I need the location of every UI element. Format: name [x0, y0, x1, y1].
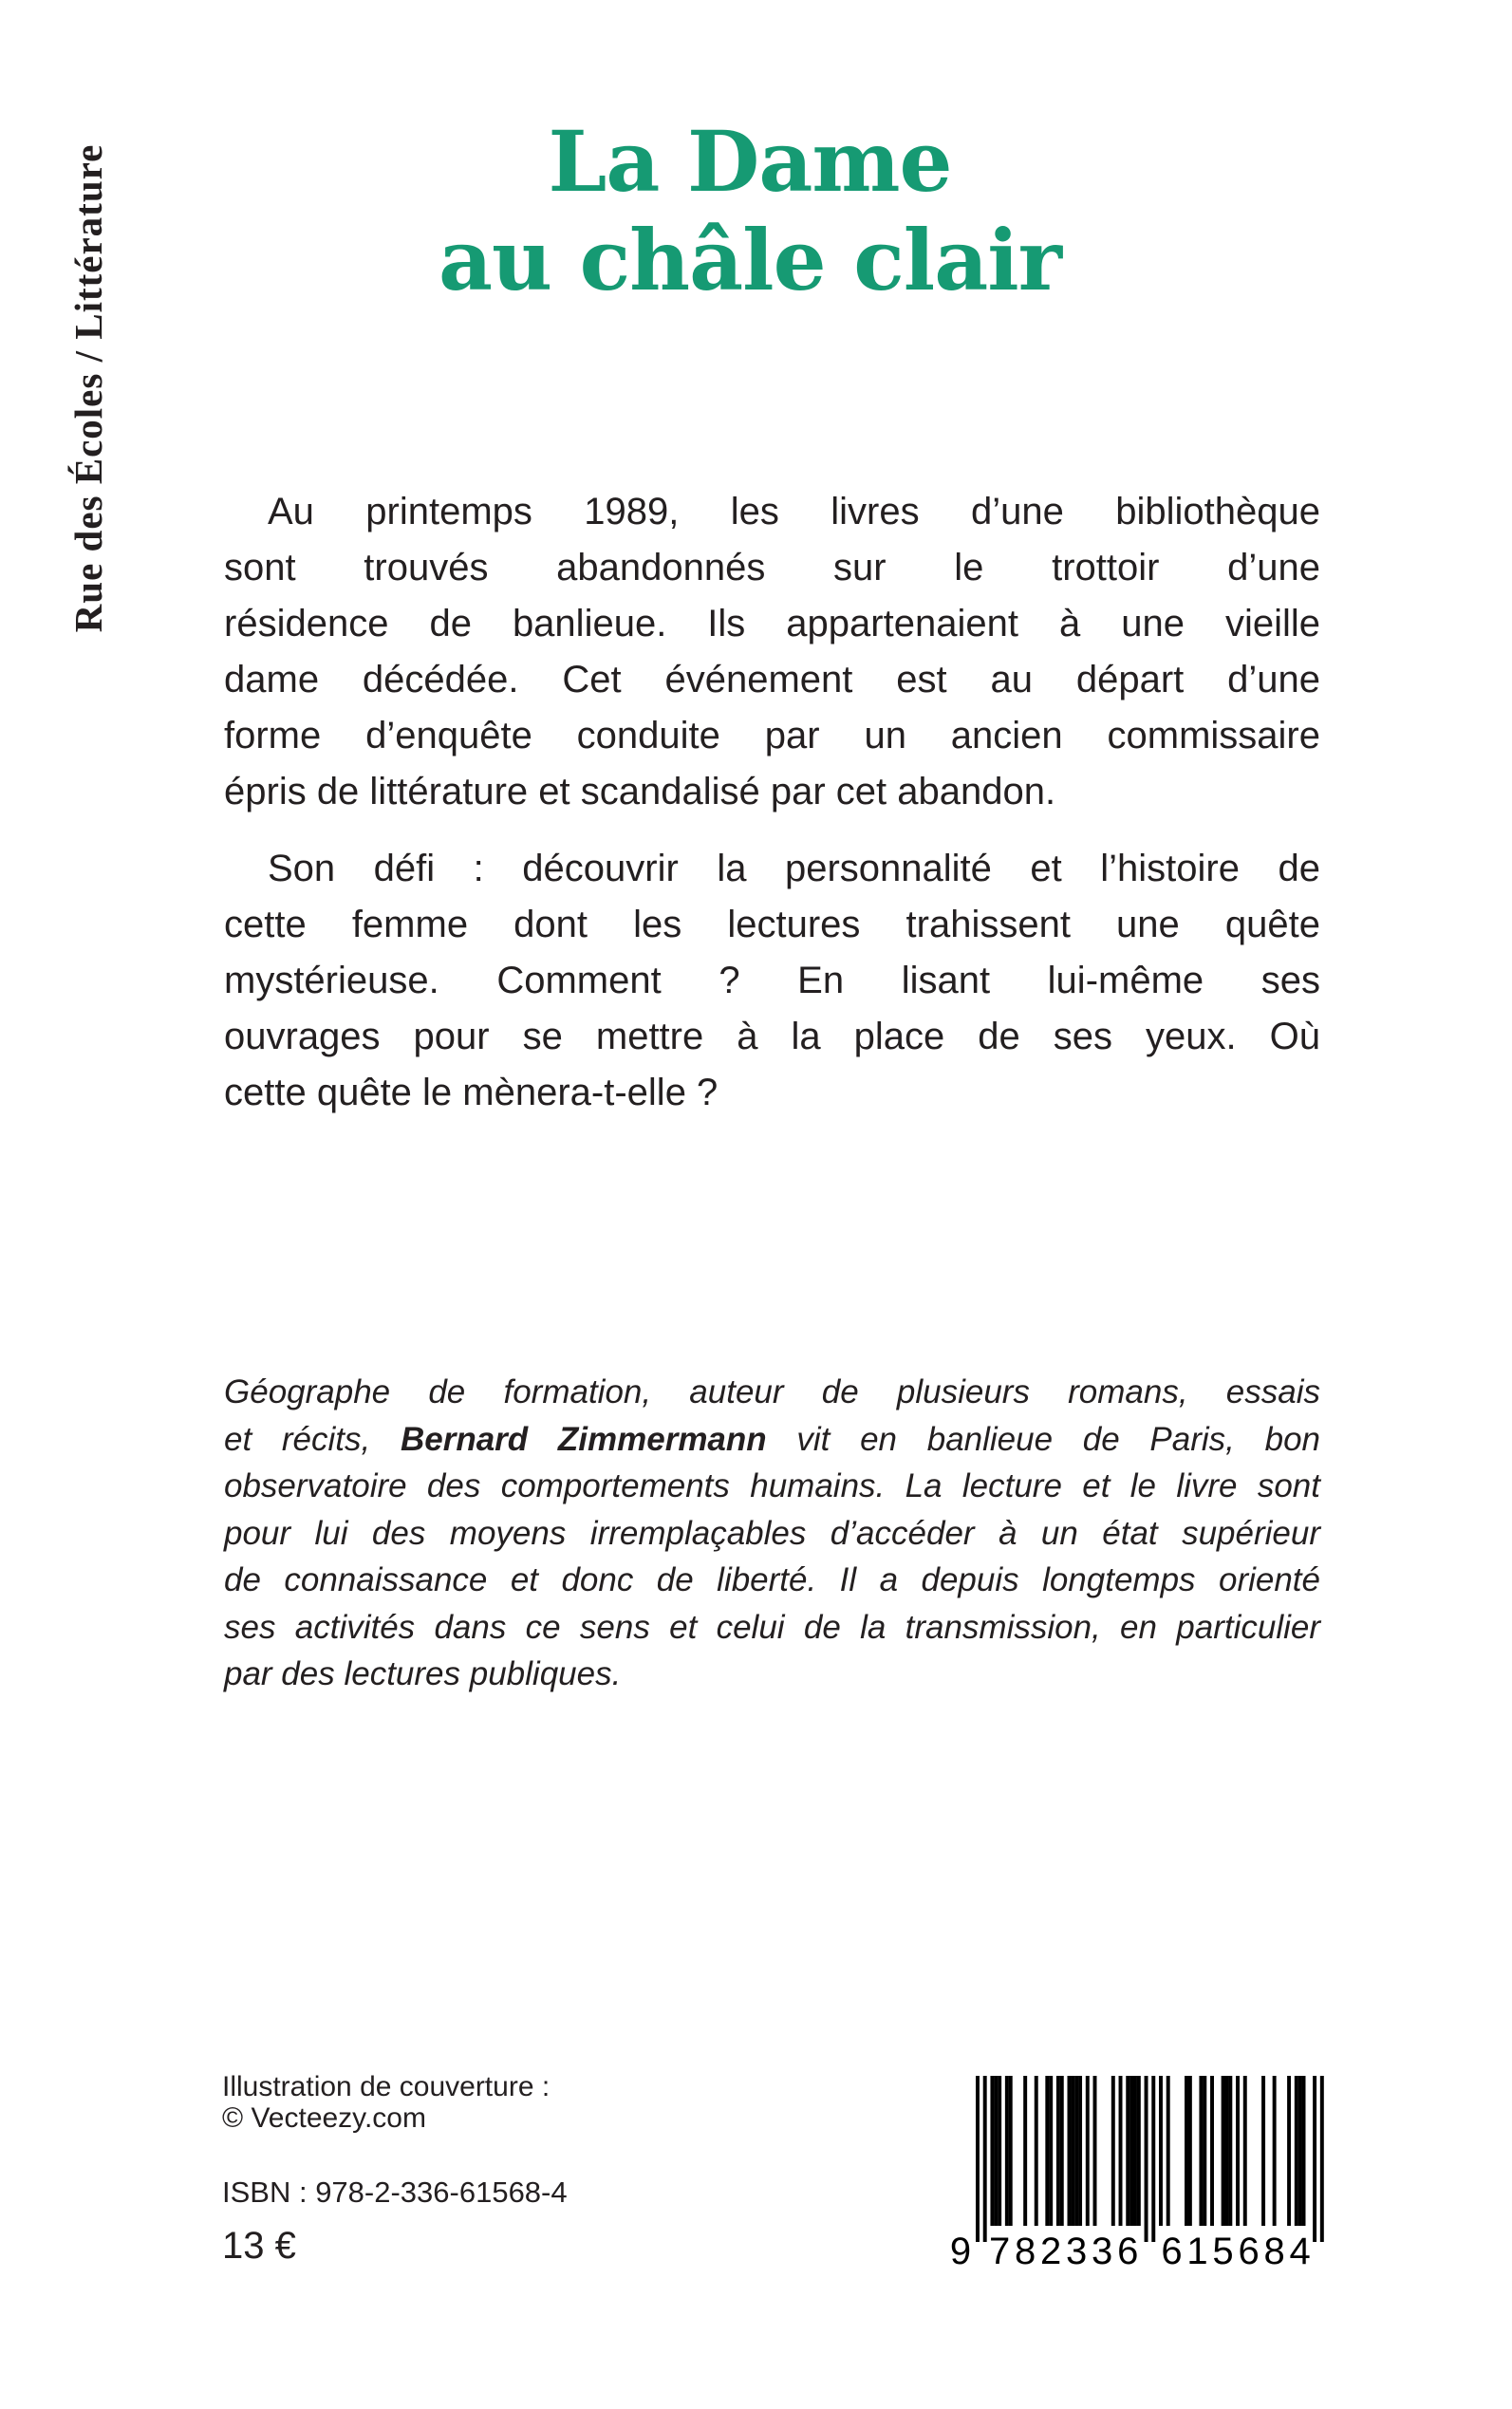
summary-line: Son défi : découvrir la personnalité et l’histoire de	[268, 848, 1320, 889]
barcode-digits: 2	[1040, 2231, 1062, 2272]
barcode-bar	[1056, 2076, 1060, 2226]
summary-line: ouvrages pour se mettre à la place de ses yeux. Où	[224, 1016, 1320, 1057]
barcode-digits: 8	[1014, 2231, 1036, 2272]
barcode-bar	[1093, 2076, 1097, 2226]
summary-line: épris de littérature et scandalisé par cet abandon.	[224, 771, 1056, 812]
summary-line: Au printemps 1989, les livres d’une bibliothèque	[268, 491, 1320, 532]
book-title	[285, 112, 1215, 309]
barcode-digits: 5	[1212, 2231, 1234, 2272]
barcode-digits: 4	[1289, 2231, 1311, 2272]
summary-line: forme d’enquête conduite par un ancien commissaire	[224, 715, 1320, 756]
barcode	[949, 2074, 1329, 2273]
barcode-bar	[1295, 2076, 1298, 2226]
summary-line: cette femme dont les lectures trahissent une quête	[224, 904, 1320, 945]
barcode-bar	[1060, 2076, 1064, 2226]
bio-line	[224, 1416, 1320, 1464]
barcode-bar	[1035, 2076, 1038, 2226]
barcode-bar	[1167, 2076, 1170, 2226]
credits-source: © Vecteezy.com	[222, 2102, 426, 2134]
barcode-bar	[1210, 2076, 1214, 2226]
bio-line: de connaissance et donc de liberté. Il a depuis longtemps orienté	[224, 1561, 1320, 1598]
barcode-bar	[1074, 2076, 1078, 2226]
barcode-bar	[1129, 2076, 1133, 2226]
barcode-bar	[1009, 2076, 1013, 2226]
barcode-bar	[1071, 2076, 1074, 2226]
barcode-bar	[1023, 2076, 1027, 2226]
summary-line: mystérieuse. Comment ? En lisant lui-même ses	[224, 960, 1320, 1001]
barcode-bar	[1199, 2076, 1203, 2226]
barcode-bar	[1320, 2076, 1324, 2242]
isbn: ISBN : 978-2-336-61568-4	[222, 2176, 568, 2209]
barcode-bar	[1133, 2076, 1137, 2226]
summary-paragraph-2	[224, 841, 1320, 1121]
barcode-bar	[1049, 2076, 1053, 2226]
price: 13 €	[222, 2225, 296, 2267]
barcode-digits: 3	[1066, 2231, 1088, 2272]
bio-text: et récits,	[224, 1420, 401, 1458]
spine-collection-label: Rue des Écoles / Littérature	[66, 143, 110, 633]
bio-line: Géographe de formation, auteur de plusieurs romans, essais	[224, 1373, 1320, 1410]
barcode-bar	[1185, 2076, 1188, 2226]
barcode-digits: 9	[949, 2231, 972, 2272]
barcode-bar	[1203, 2076, 1206, 2226]
barcode-bar	[1236, 2076, 1240, 2226]
barcode-digits: 6	[1238, 2231, 1260, 2272]
barcode-bar	[990, 2076, 994, 2226]
barcode-digits: 6	[1161, 2231, 1183, 2272]
barcode-bar	[1119, 2076, 1123, 2226]
author-bio	[224, 1369, 1320, 1698]
title-line-2: au châle clair	[438, 211, 1062, 309]
barcode-bar	[1222, 2076, 1225, 2226]
barcode-bar	[1068, 2076, 1072, 2226]
barcode-bar	[994, 2076, 998, 2226]
barcode-bar	[1137, 2076, 1141, 2226]
barcode-bar	[976, 2076, 980, 2242]
barcode-bar	[1298, 2076, 1302, 2226]
barcode-bar	[1159, 2076, 1163, 2226]
barcode-bar	[983, 2076, 987, 2242]
barcode-bar	[1151, 2076, 1155, 2242]
illustration-credits	[222, 2071, 550, 2134]
barcode-bar	[1302, 2076, 1306, 2226]
barcode-digits: 3	[1092, 2231, 1113, 2272]
barcode-digits: 8	[1263, 2231, 1285, 2272]
barcode-bar	[998, 2076, 1001, 2226]
barcode-digits: 7	[988, 2231, 1011, 2272]
summary-line: dame décédée. Cet événement est au départ d’une	[224, 659, 1320, 700]
title-line-1: La Dame	[548, 112, 952, 211]
bio-line: ses activités dans ce sens et celui de la transmission, en particulier	[224, 1608, 1320, 1646]
bio-line: observatoire des comportements humains. La lecture et le livre sont	[224, 1467, 1320, 1504]
barcode-bar	[1126, 2076, 1129, 2226]
barcode-bar	[1228, 2076, 1232, 2226]
barcode-bar	[1111, 2076, 1115, 2226]
bio-line: pour lui des moyens irremplaçables d’accéder à un état supérieur	[224, 1514, 1320, 1552]
author-name: Bernard Zimmermann	[400, 1420, 767, 1458]
barcode-bar	[1273, 2076, 1277, 2226]
barcode-bar	[1005, 2076, 1009, 2226]
barcode-bar	[1145, 2076, 1148, 2242]
barcode-bar	[1261, 2076, 1265, 2226]
barcode-bar	[1078, 2076, 1082, 2226]
barcode-bar	[1224, 2076, 1228, 2226]
summary-paragraph-1	[224, 484, 1320, 820]
credits-label: Illustration de couverture :	[222, 2071, 551, 2102]
barcode-digits: 1	[1186, 2231, 1208, 2272]
barcode-bar	[1188, 2076, 1192, 2226]
summary-line: cette quête le mènera-t-elle ?	[224, 1072, 719, 1113]
barcode-bar	[1287, 2076, 1291, 2226]
barcode-bar	[1243, 2076, 1247, 2226]
barcode-digits: 6	[1117, 2231, 1139, 2272]
bio-text: vit en banlieue de Paris, bon	[766, 1420, 1320, 1458]
summary-line: sont trouvés abandonnés sur le trottoir d’une	[224, 547, 1320, 588]
barcode-bar	[1313, 2076, 1316, 2242]
summary-line: résidence de banlieue. Ils appartenaient à une vieille	[224, 603, 1320, 644]
barcode-bar	[1086, 2076, 1090, 2226]
bio-line: par des lectures publiques.	[224, 1655, 622, 1692]
barcode-bar	[1045, 2076, 1049, 2226]
